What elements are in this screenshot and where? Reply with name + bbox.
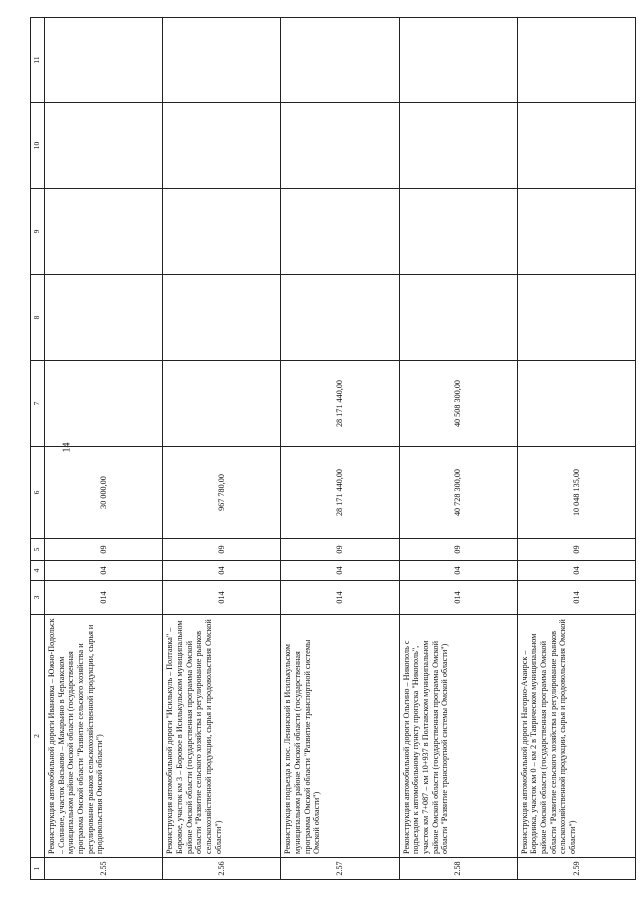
object-name: Реконструкция подъезда к пос. Ленинский в Исилькульском муниципальном районе Омской области (государственная программа Омской области "Развитие транспортной системы Омской области") <box>281 615 399 858</box>
row-number: 2.58 <box>399 858 517 880</box>
amount-col-9 <box>163 189 281 275</box>
row-number: 2.56 <box>163 858 281 880</box>
budget-table <box>30 17 636 880</box>
subsection-code: 09 <box>517 539 635 561</box>
amount-col-8 <box>163 275 281 361</box>
admin-code: 014 <box>281 581 399 615</box>
amount-col-10 <box>45 103 163 189</box>
amount-col-8 <box>281 275 399 361</box>
rotated-table-wrapper <box>30 18 636 880</box>
column-header-11: 11 <box>31 18 45 103</box>
amount-col-9 <box>399 189 517 275</box>
object-name: Реконструкция автомобильной дороги Ивановка – Южно-Подольск – Солнное, участок Васьково – Макарьино в Черлакском муниципальном районе Омской области (государственная программа Омской области "Развитие сельского хозяйства и регулирование рынков сельскохозяйственной продукции, сырья и продовольствия Омской области") <box>45 615 163 858</box>
amount-col-6: 10 048 135,00 <box>517 447 635 539</box>
amount-col-9 <box>281 189 399 275</box>
table-row <box>281 18 399 880</box>
amount-col-11 <box>399 18 517 103</box>
admin-code: 014 <box>517 581 635 615</box>
column-header-2: 2 <box>31 615 45 858</box>
subsection-code: 09 <box>281 539 399 561</box>
column-header-4: 4 <box>31 561 45 581</box>
amount-col-9 <box>45 189 163 275</box>
admin-code: 014 <box>399 581 517 615</box>
row-number: 2.59 <box>517 858 635 880</box>
amount-col-7 <box>163 361 281 447</box>
document-sheet <box>30 18 636 880</box>
subsection-code: 09 <box>399 539 517 561</box>
page-number: 14 <box>61 442 73 453</box>
admin-code: 014 <box>163 581 281 615</box>
column-header-8: 8 <box>31 275 45 361</box>
column-header-7: 7 <box>31 361 45 447</box>
amount-col-7: 28 171 440,00 <box>281 361 399 447</box>
amount-col-8 <box>517 275 635 361</box>
section-code: 04 <box>163 561 281 581</box>
amount-col-7: 40 508 300,00 <box>399 361 517 447</box>
table-row <box>517 18 635 880</box>
column-header-9: 9 <box>31 189 45 275</box>
object-name: Реконструкция автомобильной дороги "Исилькуль – Полтавка" – Боровое, участок км 3 – Боровое в Исилькульском муниципальном районе Омской области (государственная программа Омской области "Развитие сельского хозяйства и регулирование рынков сельскохозяйственной продукции, сырья и продовольствия Омской области") <box>163 615 281 858</box>
column-header-6: 6 <box>31 447 45 539</box>
amount-col-8 <box>45 275 163 361</box>
amount-col-7 <box>517 361 635 447</box>
amount-col-11 <box>517 18 635 103</box>
section-code: 04 <box>517 561 635 581</box>
subsection-code: 09 <box>163 539 281 561</box>
object-name: Реконструкция автомобильной дороги Нагорно-Ачаирск – Бородинка, участок км 0 – км 2 в Таврическом муниципальном районе Омской области (государственная программа Омской области "Развитие сельского хозяйства и регулирование рынков сельскохозяйственной продукции, сырья и продовольствия Омской области") <box>517 615 635 858</box>
table-row <box>163 18 281 880</box>
amount-col-11 <box>163 18 281 103</box>
section-code: 04 <box>281 561 399 581</box>
amount-col-10 <box>281 103 399 189</box>
amount-col-6: 28 171 440,00 <box>281 447 399 539</box>
column-number-row <box>31 18 45 880</box>
column-header-3: 3 <box>31 581 45 615</box>
column-header-5: 5 <box>31 539 45 561</box>
amount-col-8 <box>399 275 517 361</box>
section-code: 04 <box>399 561 517 581</box>
column-header-1: 1 <box>31 858 45 880</box>
object-name: Реконструкция автомобильной дороги Ольгино – Никополь с подъездом к автомобильному пункту пропуска "Никополь", участок км 7+087 – км 10+937 в Полтавском муниципальном районе Омской области (государственная программа Омской области "Развитие транспортной системы Омской области") <box>399 615 517 858</box>
section-code: 04 <box>45 561 163 581</box>
subsection-code: 09 <box>45 539 163 561</box>
amount-col-7 <box>45 361 163 447</box>
amount-col-10 <box>399 103 517 189</box>
amount-col-6: 40 728 300,00 <box>399 447 517 539</box>
amount-col-11 <box>281 18 399 103</box>
column-header-10: 10 <box>31 103 45 189</box>
amount-col-11 <box>45 18 163 103</box>
amount-col-10 <box>517 103 635 189</box>
row-number: 2.57 <box>281 858 399 880</box>
amount-col-9 <box>517 189 635 275</box>
amount-col-6: 30 000,00 <box>45 447 163 539</box>
table-row <box>399 18 517 880</box>
admin-code: 014 <box>45 581 163 615</box>
amount-col-10 <box>163 103 281 189</box>
table-row <box>45 18 163 880</box>
row-number: 2.55 <box>45 858 163 880</box>
amount-col-6: 967 780,00 <box>163 447 281 539</box>
